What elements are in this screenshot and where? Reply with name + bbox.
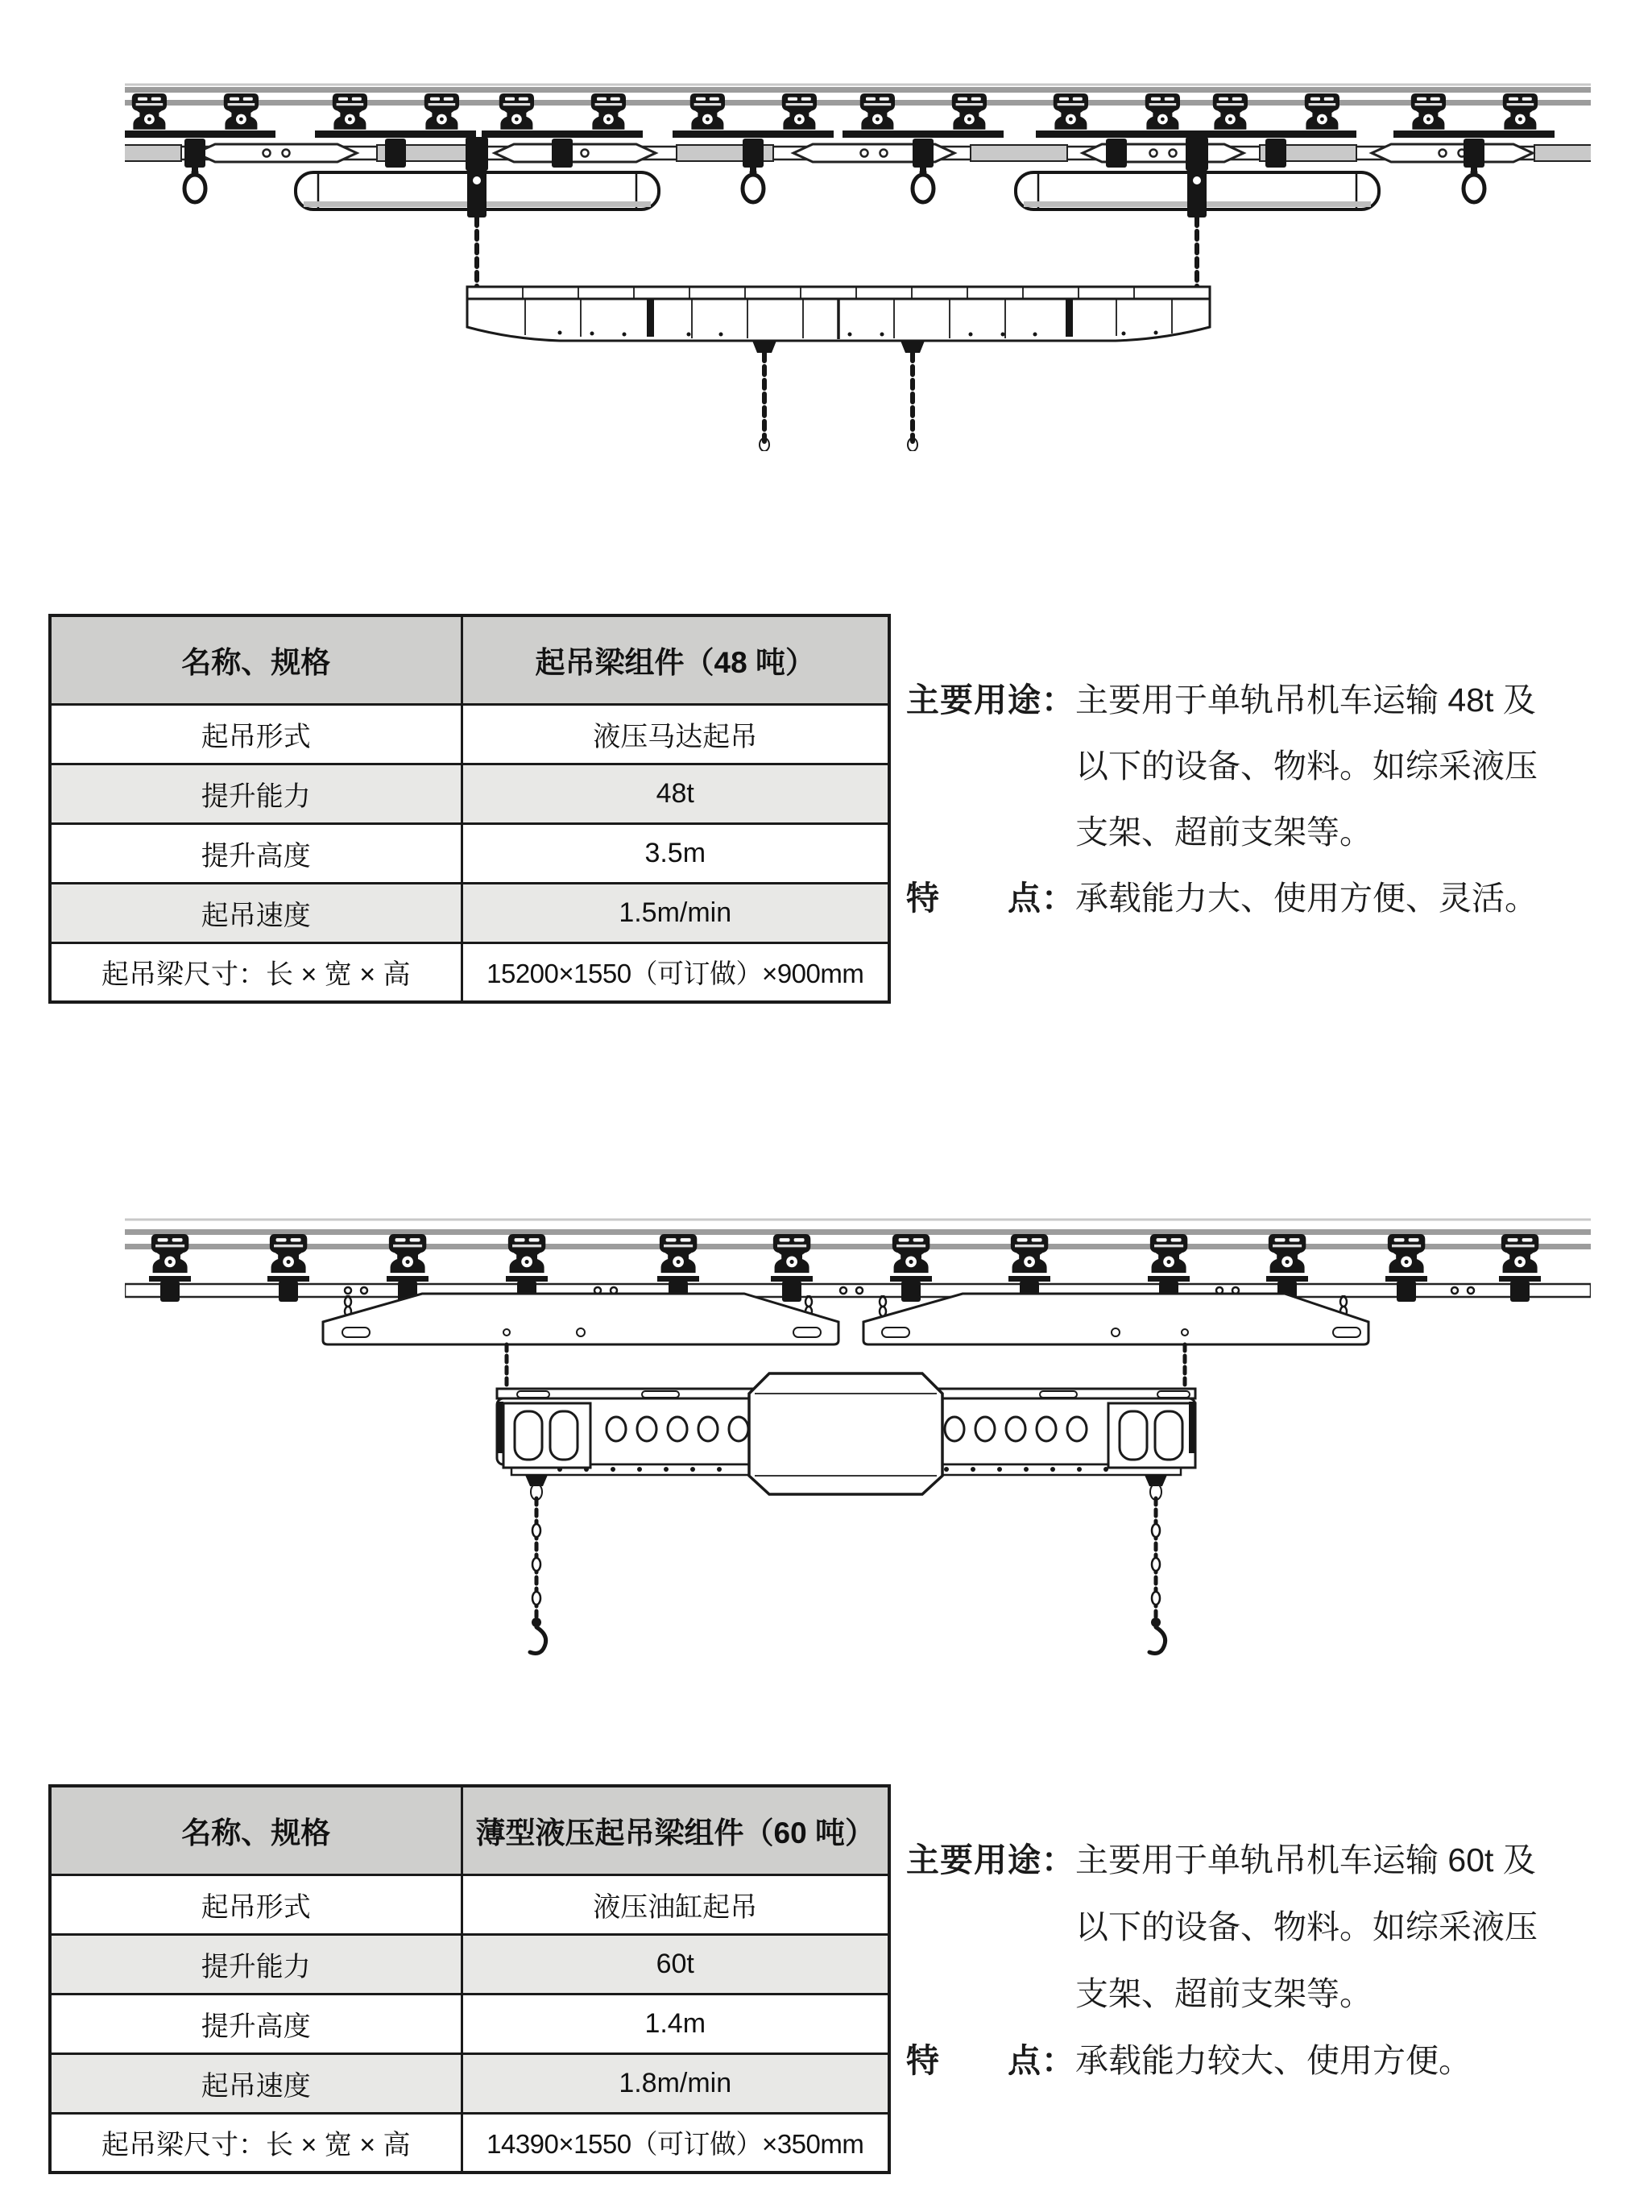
trolley-icon <box>224 93 259 130</box>
table-row <box>50 1994 889 2053</box>
trolley-icon <box>591 93 626 130</box>
usage-text: 主要用于单轨吊机车运输 48t 及 <box>1075 681 1536 719</box>
hoist-cylinder <box>296 161 659 217</box>
feature-line <box>906 865 1652 931</box>
feature-label: 特 点： <box>906 880 1075 917</box>
thin-lifting-beam <box>497 1373 1195 1494</box>
spec-label-cell: 提升高度 <box>50 1994 462 2053</box>
spec-header-cell: 起吊梁组件（48 吨） <box>462 615 889 704</box>
table-row <box>50 823 889 883</box>
trolley-icon <box>1501 1234 1538 1273</box>
spec-label-cell: 起吊速度 <box>50 883 462 942</box>
trolley-icon <box>952 93 987 130</box>
feature-text: 承载能力大、使用方便、灵活。 <box>1075 880 1538 917</box>
usage-text: 主要用于单轨吊机车运输 60t 及 <box>1075 1841 1536 1879</box>
spec-header-cell: 名称、规格 <box>50 615 462 704</box>
description-48t <box>906 667 1652 931</box>
trolley-icon <box>270 1234 307 1273</box>
diagram-lifting-beam-60t <box>125 1210 1591 1661</box>
spec-value-cell: 60t <box>462 1934 889 1994</box>
load-chain-hook-left <box>530 1484 546 1653</box>
center-box <box>749 1373 942 1494</box>
spec-header-cell: 名称、规格 <box>50 1786 462 1874</box>
spec-value-cell: 液压油缸起吊 <box>462 1874 889 1934</box>
trolley-icon <box>1150 1234 1187 1273</box>
trolley-icon <box>1054 93 1088 130</box>
usage-text: 以下的设备、物料。如综采液压 <box>1075 1908 1538 1945</box>
trolley-icon <box>1145 93 1180 130</box>
shackle-hook-icon <box>184 164 205 202</box>
spec-value-cell: 15200×1550（可订做）×900mm <box>462 942 889 1002</box>
usage-line <box>906 799 1652 865</box>
usage-text: 以下的设备、物料。如综采液压 <box>1075 748 1538 785</box>
table-row <box>50 942 889 1002</box>
spec-label-cell: 起吊形式 <box>50 704 462 764</box>
trolley-icon <box>690 93 725 130</box>
turnbuckle-link <box>495 144 656 162</box>
spec-table-48t <box>48 614 891 1004</box>
trolley-icon <box>1011 1234 1048 1273</box>
spec-label-cell: 起吊形式 <box>50 1874 462 1934</box>
trolley-icon <box>1388 1234 1425 1273</box>
end-bracket-left <box>497 1402 590 1468</box>
shackle-hook-icon <box>913 164 934 202</box>
usage-text: 支架、超前支架等。 <box>1075 1975 1373 2012</box>
table-row <box>50 883 889 942</box>
monorail-rail <box>125 1220 1591 1249</box>
spec-label-cell: 起吊梁尺寸：长 × 宽 × 高 <box>50 942 462 1002</box>
usage-line <box>906 1894 1652 1961</box>
shackle-hook-icon <box>1464 164 1484 202</box>
spec-label-cell: 提升高度 <box>50 823 462 883</box>
spec-value-cell: 1.5m/min <box>462 883 889 942</box>
feature-line <box>906 2028 1652 2094</box>
spec-label-cell: 提升能力 <box>50 764 462 823</box>
table-header-row <box>50 615 889 704</box>
load-chain-hook-right <box>1149 1484 1166 1653</box>
hoist-cylinder <box>1016 161 1379 217</box>
diagram-lifting-beam-48t <box>125 81 1591 451</box>
suspension-plates <box>323 1294 1368 1344</box>
usage-label: 主要用途： <box>906 681 1075 719</box>
trolley-icon <box>1213 93 1248 130</box>
trolley-icon <box>389 1234 426 1273</box>
usage-line <box>906 733 1652 799</box>
trolley-icon <box>424 93 459 130</box>
spec-value-cell: 14390×1550（可订做）×350mm <box>462 2113 889 2173</box>
trolley-icon <box>132 93 167 130</box>
trolley-icon <box>1305 93 1339 130</box>
turnbuckle-link <box>196 144 357 162</box>
trolley-icon <box>333 93 367 130</box>
table-row <box>50 2113 889 2173</box>
link-bar-row <box>125 1276 1591 1302</box>
spec-value-cell: 1.8m/min <box>462 2053 889 2113</box>
spec-label-cell: 起吊速度 <box>50 2053 462 2113</box>
spec-label-cell: 起吊梁尺寸：长 × 宽 × 高 <box>50 2113 462 2173</box>
spec-header-cell: 薄型液压起吊梁组件（60 吨） <box>462 1786 889 1874</box>
usage-label: 主要用途： <box>906 1841 1075 1879</box>
feature-label: 特 点： <box>906 2042 1075 2079</box>
end-bracket-right <box>1108 1402 1195 1468</box>
turnbuckle-link <box>1372 144 1533 162</box>
usage-line <box>906 1827 1652 1894</box>
spec-table-60t <box>48 1784 891 2174</box>
lifting-beam <box>467 287 1210 353</box>
trolley-icon <box>1411 93 1446 130</box>
table-row <box>50 1934 889 1994</box>
usage-line <box>906 1961 1652 2028</box>
trolley-icon <box>508 1234 545 1273</box>
trolley-row <box>151 1234 1538 1273</box>
trolley-icon <box>782 93 817 130</box>
trolley-icon <box>892 1234 930 1273</box>
table-row <box>50 764 889 823</box>
spec-value-cell: 液压马达起吊 <box>462 704 889 764</box>
spec-label-cell: 提升能力 <box>50 1934 462 1994</box>
spec-value-cell: 3.5m <box>462 823 889 883</box>
shackle-hook-icon <box>743 164 764 202</box>
usage-text: 支架、超前支架等。 <box>1075 814 1373 851</box>
table-row <box>50 2053 889 2113</box>
link-bar-row <box>125 137 1591 171</box>
spec-value-cell: 48t <box>462 764 889 823</box>
trolley-icon <box>860 93 895 130</box>
trolley-icon <box>660 1234 697 1273</box>
hydraulic-motor-hoists <box>296 161 1379 217</box>
table-row <box>50 1874 889 1934</box>
description-60t <box>906 1827 1652 2094</box>
trolley-icon <box>499 93 534 130</box>
trolley-icon <box>151 1234 188 1273</box>
table-header-row <box>50 1786 889 1874</box>
trolley-icon <box>1269 1234 1306 1273</box>
feature-text: 承载能力较大、使用方便。 <box>1075 2042 1472 2079</box>
usage-line <box>906 667 1652 733</box>
trolley-icon <box>1503 93 1538 130</box>
table-row <box>50 704 889 764</box>
spec-value-cell: 1.4m <box>462 1994 889 2053</box>
trolley-icon <box>773 1234 810 1273</box>
